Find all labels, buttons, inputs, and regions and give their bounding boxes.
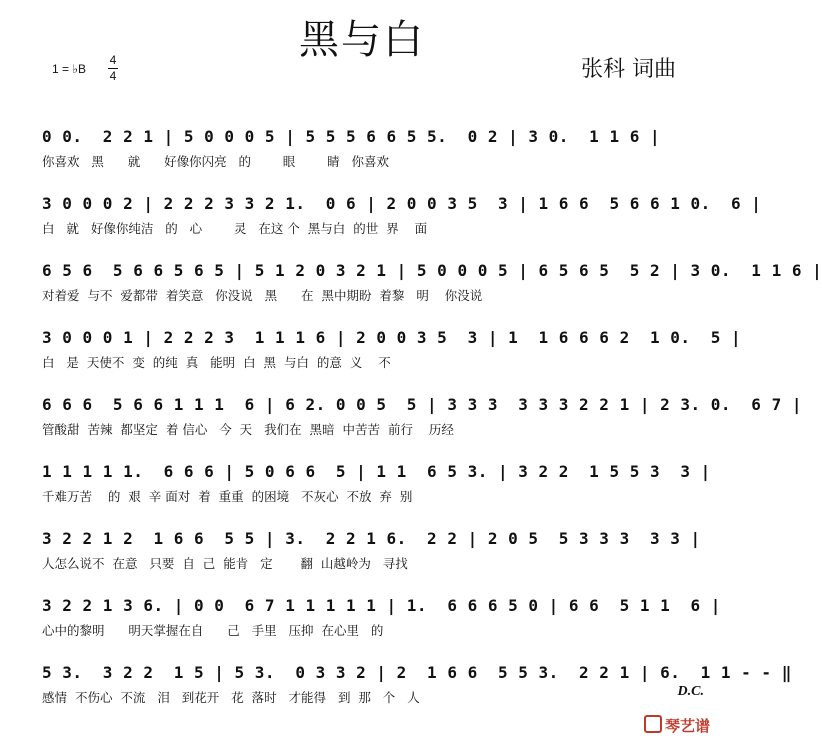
meter-bottom: 4 bbox=[109, 69, 117, 83]
time-signature bbox=[108, 53, 118, 84]
score-row bbox=[0, 522, 724, 584]
song-title: 黑与白 bbox=[299, 17, 425, 63]
score-row bbox=[0, 120, 724, 182]
score-row bbox=[0, 455, 724, 517]
da-capo-mark: D.C. bbox=[677, 684, 704, 699]
lyrics-line: 千难万苦 的 艰 辛 面对 着 重重 的困境 不灰心 不放 弃 别 bbox=[42, 489, 413, 504]
notation-line: 3 2 2 1 2 1 6 6 5 5 | 3. 2 2 1 6. 2 2 | 2 0 5 5 3 3 3 3 3 | bbox=[42, 529, 701, 548]
key-signature: 1 = ♭B bbox=[52, 62, 87, 76]
score-row bbox=[0, 589, 724, 651]
lyrics-line: 白 是 天使不 变 的纯 真 能明 白 黑 与白 的意 义 不 bbox=[42, 355, 391, 370]
lyrics-line: 心中的黎明 明天掌握在自 己 手里 压抑 在心里 的 bbox=[42, 623, 384, 638]
lyrics-line: 白 就 好像你纯洁 的 心 灵 在这 个 黑与白 的世 界 面 bbox=[42, 221, 428, 236]
notation-line: 0 0. 2 2 1 | 5 0 0 0 5 | 5 5 5 6 6 5 5. 0 2 | 3 0. 1 1 6 | bbox=[42, 127, 661, 146]
score-row bbox=[0, 187, 762, 249]
lyrics-line: 你喜欢 黑 就 好像你闪亮 的 眼 睛 你喜欢 bbox=[42, 154, 390, 169]
lyrics-line: 对着爱 与不 爱都带 着笑意 你没说 黑 在 黑中期盼 着黎 明 你没说 bbox=[42, 288, 483, 303]
score-row bbox=[0, 254, 822, 316]
notation-line: 3 2 2 1 3 6. | 0 0 6 7 1 1 1 1 1 | 1. 6 6 6 5 0 | 6 6 5 1 1 6 | bbox=[42, 596, 721, 615]
notation-line: 5 3. 3 2 2 1 5 | 5 3. 0 3 3 2 | 2 1 6 6 5 5 3. 2 2 1 | 6. 1 1 - - ‖ bbox=[42, 663, 792, 682]
lyrics-line: 人怎么说不 在意 只要 自 己 能肯 定 翻 山越岭为 寻找 bbox=[42, 556, 408, 571]
logo-text: 琴艺谱 bbox=[664, 717, 710, 735]
notation-line: 6 6 6 5 6 6 1 1 1 6 | 6 2. 0 0 5 5 | 3 3 3 3 3 3 2 2 1 | 2 3. 0. 6 7 | bbox=[42, 395, 802, 414]
notation-line: 3 0 0 0 2 | 2 2 2 3 3 2 1. 0 6 | 2 0 0 3 5 3 | 1 6 6 5 6 6 1 0. 6 | bbox=[42, 194, 762, 213]
site-logo bbox=[644, 715, 710, 736]
score-row bbox=[0, 321, 742, 383]
meter-top: 4 bbox=[109, 53, 117, 67]
score-row bbox=[0, 388, 802, 450]
composer-credit: 张科 词曲 bbox=[581, 57, 676, 82]
score-row bbox=[0, 656, 792, 718]
lyrics-line: 管酸甜 苦辣 都坚定 着 信心 今 天 我们在 黑暗 中苦苦 前行 历经 bbox=[42, 422, 454, 437]
logo-icon bbox=[644, 715, 662, 733]
notation-line: 3 0 0 0 1 | 2 2 2 3 1 1 1 6 | 2 0 0 3 5 3 | 1 1 6 6 6 2 1 0. 5 | bbox=[42, 328, 742, 347]
lyrics-line: 感情 不伤心 不流 泪 到花开 花 落时 才能得 到 那 个 人 bbox=[42, 690, 420, 705]
notation-line: 1 1 1 1 1. 6 6 6 | 5 0 6 6 5 | 1 1 6 5 3. | 3 2 2 1 5 5 3 3 | bbox=[42, 462, 711, 481]
notation-line: 6 5 6 5 6 6 5 6 5 | 5 1 2 0 3 2 1 | 5 0 0 0 5 | 6 5 6 5 5 2 | 3 0. 1 1 6 | bbox=[42, 261, 822, 280]
